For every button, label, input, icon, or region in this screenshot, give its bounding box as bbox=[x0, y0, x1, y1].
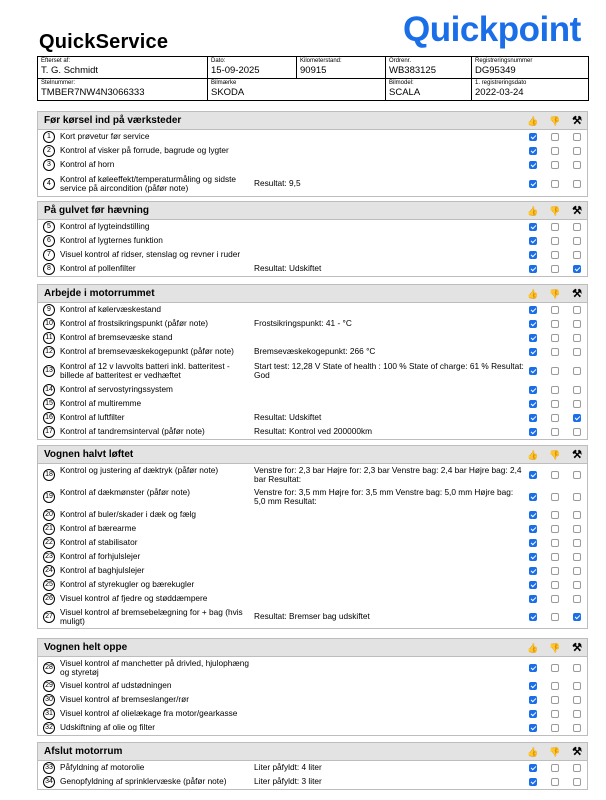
not-ok-checkbox[interactable] bbox=[551, 180, 559, 188]
thumbs-down-icon: 👎 bbox=[549, 116, 561, 126]
fixed-checkbox[interactable] bbox=[573, 682, 581, 690]
item-number: 7 bbox=[43, 249, 55, 261]
item-description: Visuel kontrol af udstødningen bbox=[60, 680, 172, 691]
checklist-row bbox=[38, 486, 587, 508]
thumbs-down-icon: 👎 bbox=[549, 747, 561, 757]
item-description: Kontrol af køleeffekt/temperaturmåling og sidste service på aircondition (påfør note) bbox=[60, 173, 237, 193]
info-make: Bilmærke SKODA bbox=[208, 79, 386, 101]
not-ok-checkbox[interactable] bbox=[551, 320, 559, 328]
item-number: 11 bbox=[43, 332, 55, 344]
not-ok-checkbox[interactable] bbox=[551, 682, 559, 690]
fixed-checkbox[interactable] bbox=[573, 428, 581, 436]
item-number: 22 bbox=[43, 537, 55, 549]
info-mileage: Kilometerstand: 90915 bbox=[297, 57, 386, 79]
fixed-checkbox[interactable] bbox=[573, 180, 581, 188]
item-description: Visuel kontrol af bremsebelægning for + bag (hvis muligt) bbox=[60, 606, 243, 626]
ok-checkbox[interactable] bbox=[529, 223, 537, 231]
ok-checkbox[interactable] bbox=[529, 613, 537, 621]
checklist-row bbox=[38, 707, 587, 721]
info-vin: Stelnummer: TMBER7NW4N3066333 bbox=[38, 79, 208, 101]
checklist-row bbox=[38, 606, 587, 628]
ok-checkbox[interactable] bbox=[529, 348, 537, 356]
thumbs-up-icon: 👍 bbox=[527, 289, 539, 299]
item-number: 4 bbox=[43, 178, 55, 190]
item-number: 1 bbox=[43, 131, 55, 143]
checklist-row bbox=[38, 592, 587, 606]
ok-checkbox[interactable] bbox=[529, 664, 537, 672]
item-result: Start test: 12,28 V State of health : 100 % State of charge: 61 % Resultat: God bbox=[254, 360, 524, 380]
item-description: Kort prøvetur før service bbox=[60, 131, 150, 142]
item-number: 16 bbox=[43, 412, 55, 424]
not-ok-checkbox[interactable] bbox=[551, 428, 559, 436]
item-description: Kontrol af bremsevæske stand bbox=[60, 332, 173, 343]
item-result: Resultat: Kontrol ved 200000km bbox=[254, 426, 373, 437]
ok-checkbox[interactable] bbox=[529, 553, 537, 561]
not-ok-checkbox[interactable] bbox=[551, 348, 559, 356]
fixed-checkbox[interactable] bbox=[573, 334, 581, 342]
item-number: 8 bbox=[43, 263, 55, 275]
not-ok-checkbox[interactable] bbox=[551, 386, 559, 394]
item-number: 2 bbox=[43, 145, 55, 157]
item-result: Bremsevæskekogepunkt: 266 °C bbox=[254, 346, 376, 357]
item-number: 26 bbox=[43, 593, 55, 605]
checklist-row bbox=[38, 130, 587, 144]
item-number: 34 bbox=[43, 776, 55, 788]
ok-checkbox[interactable] bbox=[529, 367, 537, 375]
info-model: Bilmodel: SCALA bbox=[386, 79, 472, 101]
thumbs-down-icon: 👎 bbox=[549, 643, 561, 653]
item-description: Kontrol af styrekugler og bærekugler bbox=[60, 579, 195, 590]
item-number: 32 bbox=[43, 722, 55, 734]
item-number: 5 bbox=[43, 221, 55, 233]
not-ok-checkbox[interactable] bbox=[551, 147, 559, 155]
ok-checkbox[interactable] bbox=[529, 180, 537, 188]
item-number: 20 bbox=[43, 509, 55, 521]
info-first-registration: 1. registreringsdato 2022-03-24 bbox=[472, 79, 589, 101]
item-number: 25 bbox=[43, 579, 55, 591]
not-ok-checkbox[interactable] bbox=[551, 237, 559, 245]
item-result: Liter påfyldt: 4 liter bbox=[254, 762, 322, 773]
not-ok-checkbox[interactable] bbox=[551, 493, 559, 501]
item-number: 13 bbox=[43, 365, 55, 377]
tools-icon: ⚒ bbox=[572, 642, 582, 654]
section-title: På gulvet før hævning bbox=[44, 205, 150, 216]
thumbs-up-icon: 👍 bbox=[527, 747, 539, 757]
fixed-checkbox[interactable] bbox=[573, 696, 581, 704]
item-number: 21 bbox=[43, 523, 55, 535]
section-header bbox=[38, 111, 587, 130]
section-header bbox=[38, 445, 587, 464]
tools-icon: ⚒ bbox=[572, 746, 582, 758]
item-number: 23 bbox=[43, 551, 55, 563]
not-ok-checkbox[interactable] bbox=[551, 581, 559, 589]
checklist-row bbox=[38, 679, 587, 693]
fixed-checkbox[interactable] bbox=[573, 251, 581, 259]
checklist-row bbox=[38, 425, 587, 439]
not-ok-checkbox[interactable] bbox=[551, 567, 559, 575]
ok-checkbox[interactable] bbox=[529, 414, 537, 422]
fixed-checkbox[interactable] bbox=[573, 525, 581, 533]
item-description: Kontrol af lygternes funktion bbox=[60, 235, 163, 246]
fixed-checkbox[interactable] bbox=[573, 161, 581, 169]
section bbox=[37, 284, 588, 440]
checklist-row bbox=[38, 508, 587, 522]
checklist-row bbox=[38, 172, 587, 196]
item-description: Påfyldning af motorolie bbox=[60, 762, 145, 773]
not-ok-checkbox[interactable] bbox=[551, 539, 559, 547]
item-number: 12 bbox=[43, 346, 55, 358]
item-description: Genopfyldning af sprinklervæske (påfør note) bbox=[60, 776, 227, 787]
ok-checkbox[interactable] bbox=[529, 511, 537, 519]
item-number: 15 bbox=[43, 398, 55, 410]
item-description: Kontrol og justering af dæktryk (påfør note) bbox=[60, 464, 219, 475]
checklist-row bbox=[38, 317, 587, 331]
item-number: 33 bbox=[43, 762, 55, 774]
section-title: Arbejde i motorrummet bbox=[44, 288, 155, 299]
ok-checkbox[interactable] bbox=[529, 237, 537, 245]
fixed-checkbox[interactable] bbox=[573, 567, 581, 575]
tools-icon: ⚒ bbox=[572, 449, 582, 461]
tools-icon: ⚒ bbox=[572, 115, 582, 127]
ok-checkbox[interactable] bbox=[529, 306, 537, 314]
ok-checkbox[interactable] bbox=[529, 710, 537, 718]
item-description: Kontrol af horn bbox=[60, 159, 115, 170]
info-date: Dato: 15-09-2025 bbox=[208, 57, 297, 79]
item-number: 9 bbox=[43, 304, 55, 316]
item-description: Kontrol af kølervæskestand bbox=[60, 304, 161, 315]
section-title: Afslut motorrum bbox=[44, 746, 123, 757]
fixed-checkbox[interactable] bbox=[573, 414, 581, 422]
item-description: Kontrol af visker på forrude, bagrude og lygter bbox=[60, 145, 229, 156]
item-result: Venstre for: 3,5 mm Højre for: 3,5 mm Venstre bag: 5,0 mm Højre bag: 5,0 mm Resultat: bbox=[254, 486, 514, 506]
not-ok-checkbox[interactable] bbox=[551, 471, 559, 479]
item-number: 19 bbox=[43, 491, 55, 503]
ok-checkbox[interactable] bbox=[529, 133, 537, 141]
not-ok-checkbox[interactable] bbox=[551, 414, 559, 422]
item-description: Kontrol af frostsikringspunkt (påfør note) bbox=[60, 318, 209, 329]
not-ok-checkbox[interactable] bbox=[551, 525, 559, 533]
tools-icon: ⚒ bbox=[572, 288, 582, 300]
fixed-checkbox[interactable] bbox=[573, 581, 581, 589]
item-description: Visuel kontrol af fjedre og støddæmpere bbox=[60, 593, 208, 604]
not-ok-checkbox[interactable] bbox=[551, 367, 559, 375]
checklist-row bbox=[38, 721, 587, 735]
ok-checkbox[interactable] bbox=[529, 595, 537, 603]
ok-checkbox[interactable] bbox=[529, 567, 537, 575]
fixed-checkbox[interactable] bbox=[573, 223, 581, 231]
fixed-checkbox[interactable] bbox=[573, 306, 581, 314]
checklist-row bbox=[38, 657, 587, 679]
fixed-checkbox[interactable] bbox=[573, 553, 581, 561]
not-ok-checkbox[interactable] bbox=[551, 223, 559, 231]
ok-checkbox[interactable] bbox=[529, 581, 537, 589]
ok-checkbox[interactable] bbox=[529, 334, 537, 342]
fixed-checkbox[interactable] bbox=[573, 147, 581, 155]
fixed-checkbox[interactable] bbox=[573, 367, 581, 375]
item-description: Kontrol af bærearme bbox=[60, 523, 137, 534]
checklist-row bbox=[38, 693, 587, 707]
section-header bbox=[38, 201, 587, 220]
not-ok-checkbox[interactable] bbox=[551, 710, 559, 718]
fixed-checkbox[interactable] bbox=[573, 664, 581, 672]
ok-checkbox[interactable] bbox=[529, 386, 537, 394]
checklist-row bbox=[38, 359, 587, 383]
item-result: Resultat: 9,5 bbox=[254, 178, 301, 189]
fixed-checkbox[interactable] bbox=[573, 613, 581, 621]
fixed-checkbox[interactable] bbox=[573, 493, 581, 501]
ok-checkbox[interactable] bbox=[529, 251, 537, 259]
checklist-row bbox=[38, 411, 587, 425]
item-number: 17 bbox=[43, 426, 55, 438]
fixed-checkbox[interactable] bbox=[573, 511, 581, 519]
item-description: Kontrol af lygteindstilling bbox=[60, 221, 150, 232]
item-number: 31 bbox=[43, 708, 55, 720]
ok-checkbox[interactable] bbox=[529, 471, 537, 479]
item-number: 27 bbox=[43, 611, 55, 623]
item-description: Visuel kontrol af olielækage fra motor/gearkasse bbox=[60, 708, 238, 719]
ok-checkbox[interactable] bbox=[529, 682, 537, 690]
fixed-checkbox[interactable] bbox=[573, 595, 581, 603]
item-number: 28 bbox=[43, 662, 55, 674]
thumbs-up-icon: 👍 bbox=[527, 643, 539, 653]
checklist-row bbox=[38, 536, 587, 550]
ok-checkbox[interactable] bbox=[529, 161, 537, 169]
section bbox=[37, 638, 588, 736]
item-description: Visuel kontrol af bremseslanger/rør bbox=[60, 694, 189, 705]
not-ok-checkbox[interactable] bbox=[551, 133, 559, 141]
section bbox=[37, 742, 588, 790]
item-description: Kontrol af tandremsinterval (påfør note) bbox=[60, 426, 205, 437]
item-result: Resultat: Udskiftet bbox=[254, 263, 322, 274]
checklist-row bbox=[38, 248, 587, 262]
item-number: 18 bbox=[43, 469, 55, 481]
ok-checkbox[interactable] bbox=[529, 724, 537, 732]
quickpoint-logo: Quickpoint bbox=[403, 10, 581, 49]
item-description: Udskiftning af olie og filter bbox=[60, 722, 156, 733]
item-number: 24 bbox=[43, 565, 55, 577]
thumbs-up-icon: 👍 bbox=[527, 450, 539, 460]
ok-checkbox[interactable] bbox=[529, 147, 537, 155]
not-ok-checkbox[interactable] bbox=[551, 595, 559, 603]
checklist-row bbox=[38, 383, 587, 397]
item-description: Kontrol af stabilisator bbox=[60, 537, 138, 548]
item-description: Kontrol af pollenfilter bbox=[60, 263, 136, 274]
item-result: Liter påfyldt: 3 liter bbox=[254, 776, 322, 787]
fixed-checkbox[interactable] bbox=[573, 237, 581, 245]
thumbs-down-icon: 👎 bbox=[549, 206, 561, 216]
thumbs-down-icon: 👎 bbox=[549, 450, 561, 460]
checklist-row bbox=[38, 144, 587, 158]
not-ok-checkbox[interactable] bbox=[551, 696, 559, 704]
checklist-row bbox=[38, 464, 587, 486]
fixed-checkbox[interactable] bbox=[573, 133, 581, 141]
item-number: 10 bbox=[43, 318, 55, 330]
not-ok-checkbox[interactable] bbox=[551, 306, 559, 314]
item-result: Frostsikringspunkt: 41 - °C bbox=[254, 318, 352, 329]
item-description: Kontrol af 12 v lavvolts batteri inkl. batteritest - billede af batteritest er vedhæftet bbox=[60, 360, 230, 380]
not-ok-checkbox[interactable] bbox=[551, 778, 559, 786]
item-result: Resultat: Udskiftet bbox=[254, 412, 322, 423]
item-description: Kontrol af buler/skader i dæk og fælg bbox=[60, 509, 197, 520]
fixed-checkbox[interactable] bbox=[573, 778, 581, 786]
fixed-checkbox[interactable] bbox=[573, 320, 581, 328]
ok-checkbox[interactable] bbox=[529, 320, 537, 328]
item-result: Venstre for: 2,3 bar Højre for: 2,3 bar Venstre bag: 2,4 bar Højre bag: 2,4 bar Resultat: bbox=[254, 464, 522, 484]
item-number: 6 bbox=[43, 235, 55, 247]
fixed-checkbox[interactable] bbox=[573, 764, 581, 772]
thumbs-up-icon: 👍 bbox=[527, 206, 539, 216]
item-description: Kontrol af luftfilter bbox=[60, 412, 125, 423]
item-number: 3 bbox=[43, 159, 55, 171]
not-ok-checkbox[interactable] bbox=[551, 764, 559, 772]
info-order-number: Ordrenr. WB383125 bbox=[386, 57, 472, 79]
checklist-row bbox=[38, 262, 587, 276]
fixed-checkbox[interactable] bbox=[573, 400, 581, 408]
checklist-row bbox=[38, 564, 587, 578]
checklist-row bbox=[38, 761, 587, 775]
not-ok-checkbox[interactable] bbox=[551, 265, 559, 273]
section-header bbox=[38, 638, 587, 657]
ok-checkbox[interactable] bbox=[529, 400, 537, 408]
section bbox=[37, 201, 588, 277]
not-ok-checkbox[interactable] bbox=[551, 400, 559, 408]
checklist-row bbox=[38, 234, 587, 248]
section bbox=[37, 445, 588, 629]
ok-checkbox[interactable] bbox=[529, 265, 537, 273]
fixed-checkbox[interactable] bbox=[573, 265, 581, 273]
checklist-row bbox=[38, 522, 587, 536]
not-ok-checkbox[interactable] bbox=[551, 161, 559, 169]
page-header bbox=[0, 0, 606, 56]
info-registration-number: Registreringsnummer DG95349 bbox=[472, 57, 589, 79]
fixed-checkbox[interactable] bbox=[573, 386, 581, 394]
not-ok-checkbox[interactable] bbox=[551, 553, 559, 561]
thumbs-up-icon: 👍 bbox=[527, 116, 539, 126]
ok-checkbox[interactable] bbox=[529, 539, 537, 547]
checklist-row bbox=[38, 220, 587, 234]
not-ok-checkbox[interactable] bbox=[551, 334, 559, 342]
vehicle-info-table bbox=[37, 56, 589, 101]
ok-checkbox[interactable] bbox=[529, 525, 537, 533]
item-description: Kontrol af dækmønster (påfør note) bbox=[60, 486, 191, 497]
fixed-checkbox[interactable] bbox=[573, 471, 581, 479]
checklist-row bbox=[38, 158, 587, 172]
checklist-row bbox=[38, 331, 587, 345]
tools-icon: ⚒ bbox=[572, 205, 582, 217]
item-number: 30 bbox=[43, 694, 55, 706]
page-title: QuickService bbox=[39, 31, 169, 53]
not-ok-checkbox[interactable] bbox=[551, 511, 559, 519]
item-number: 29 bbox=[43, 680, 55, 692]
ok-checkbox[interactable] bbox=[529, 778, 537, 786]
item-description: Kontrol af baghjulslejer bbox=[60, 565, 145, 576]
checklist-row bbox=[38, 578, 587, 592]
not-ok-checkbox[interactable] bbox=[551, 724, 559, 732]
section-title: Vognen halvt løftet bbox=[44, 449, 134, 460]
checklist-row bbox=[38, 303, 587, 317]
section-header bbox=[38, 284, 587, 303]
item-description: Kontrol af servostyringssystem bbox=[60, 384, 173, 395]
not-ok-checkbox[interactable] bbox=[551, 251, 559, 259]
item-description: Visuel kontrol af manchetter på drivled, hjulophæng og styretøj bbox=[60, 657, 249, 677]
item-description: Kontrol af forhjulslejer bbox=[60, 551, 141, 562]
ok-checkbox[interactable] bbox=[529, 764, 537, 772]
fixed-checkbox[interactable] bbox=[573, 539, 581, 547]
checklist-row bbox=[38, 397, 587, 411]
section-title: Før kørsel ind på værksteder bbox=[44, 115, 182, 126]
item-description: Kontrol af bremsevæskekogepunkt (påfør note) bbox=[60, 346, 234, 357]
ok-checkbox[interactable] bbox=[529, 428, 537, 436]
not-ok-checkbox[interactable] bbox=[551, 664, 559, 672]
item-description: Kontrol af multiremme bbox=[60, 398, 142, 409]
checklist-row bbox=[38, 345, 587, 359]
item-number: 14 bbox=[43, 384, 55, 396]
ok-checkbox[interactable] bbox=[529, 493, 537, 501]
fixed-checkbox[interactable] bbox=[573, 710, 581, 718]
not-ok-checkbox[interactable] bbox=[551, 613, 559, 621]
item-result: Resultat: Bremser bag udskiftet bbox=[254, 611, 370, 622]
checklist-row bbox=[38, 550, 587, 564]
thumbs-down-icon: 👎 bbox=[549, 289, 561, 299]
info-inspector: Efterset af: T. G. Schmidt bbox=[38, 57, 208, 79]
checklist-row bbox=[38, 775, 587, 789]
section bbox=[37, 111, 588, 197]
section-title: Vognen helt oppe bbox=[44, 642, 128, 653]
ok-checkbox[interactable] bbox=[529, 696, 537, 704]
section-header bbox=[38, 742, 587, 761]
item-description: Visuel kontrol af ridser, stenslag og revner i ruder bbox=[60, 249, 241, 260]
fixed-checkbox[interactable] bbox=[573, 348, 581, 356]
fixed-checkbox[interactable] bbox=[573, 724, 581, 732]
